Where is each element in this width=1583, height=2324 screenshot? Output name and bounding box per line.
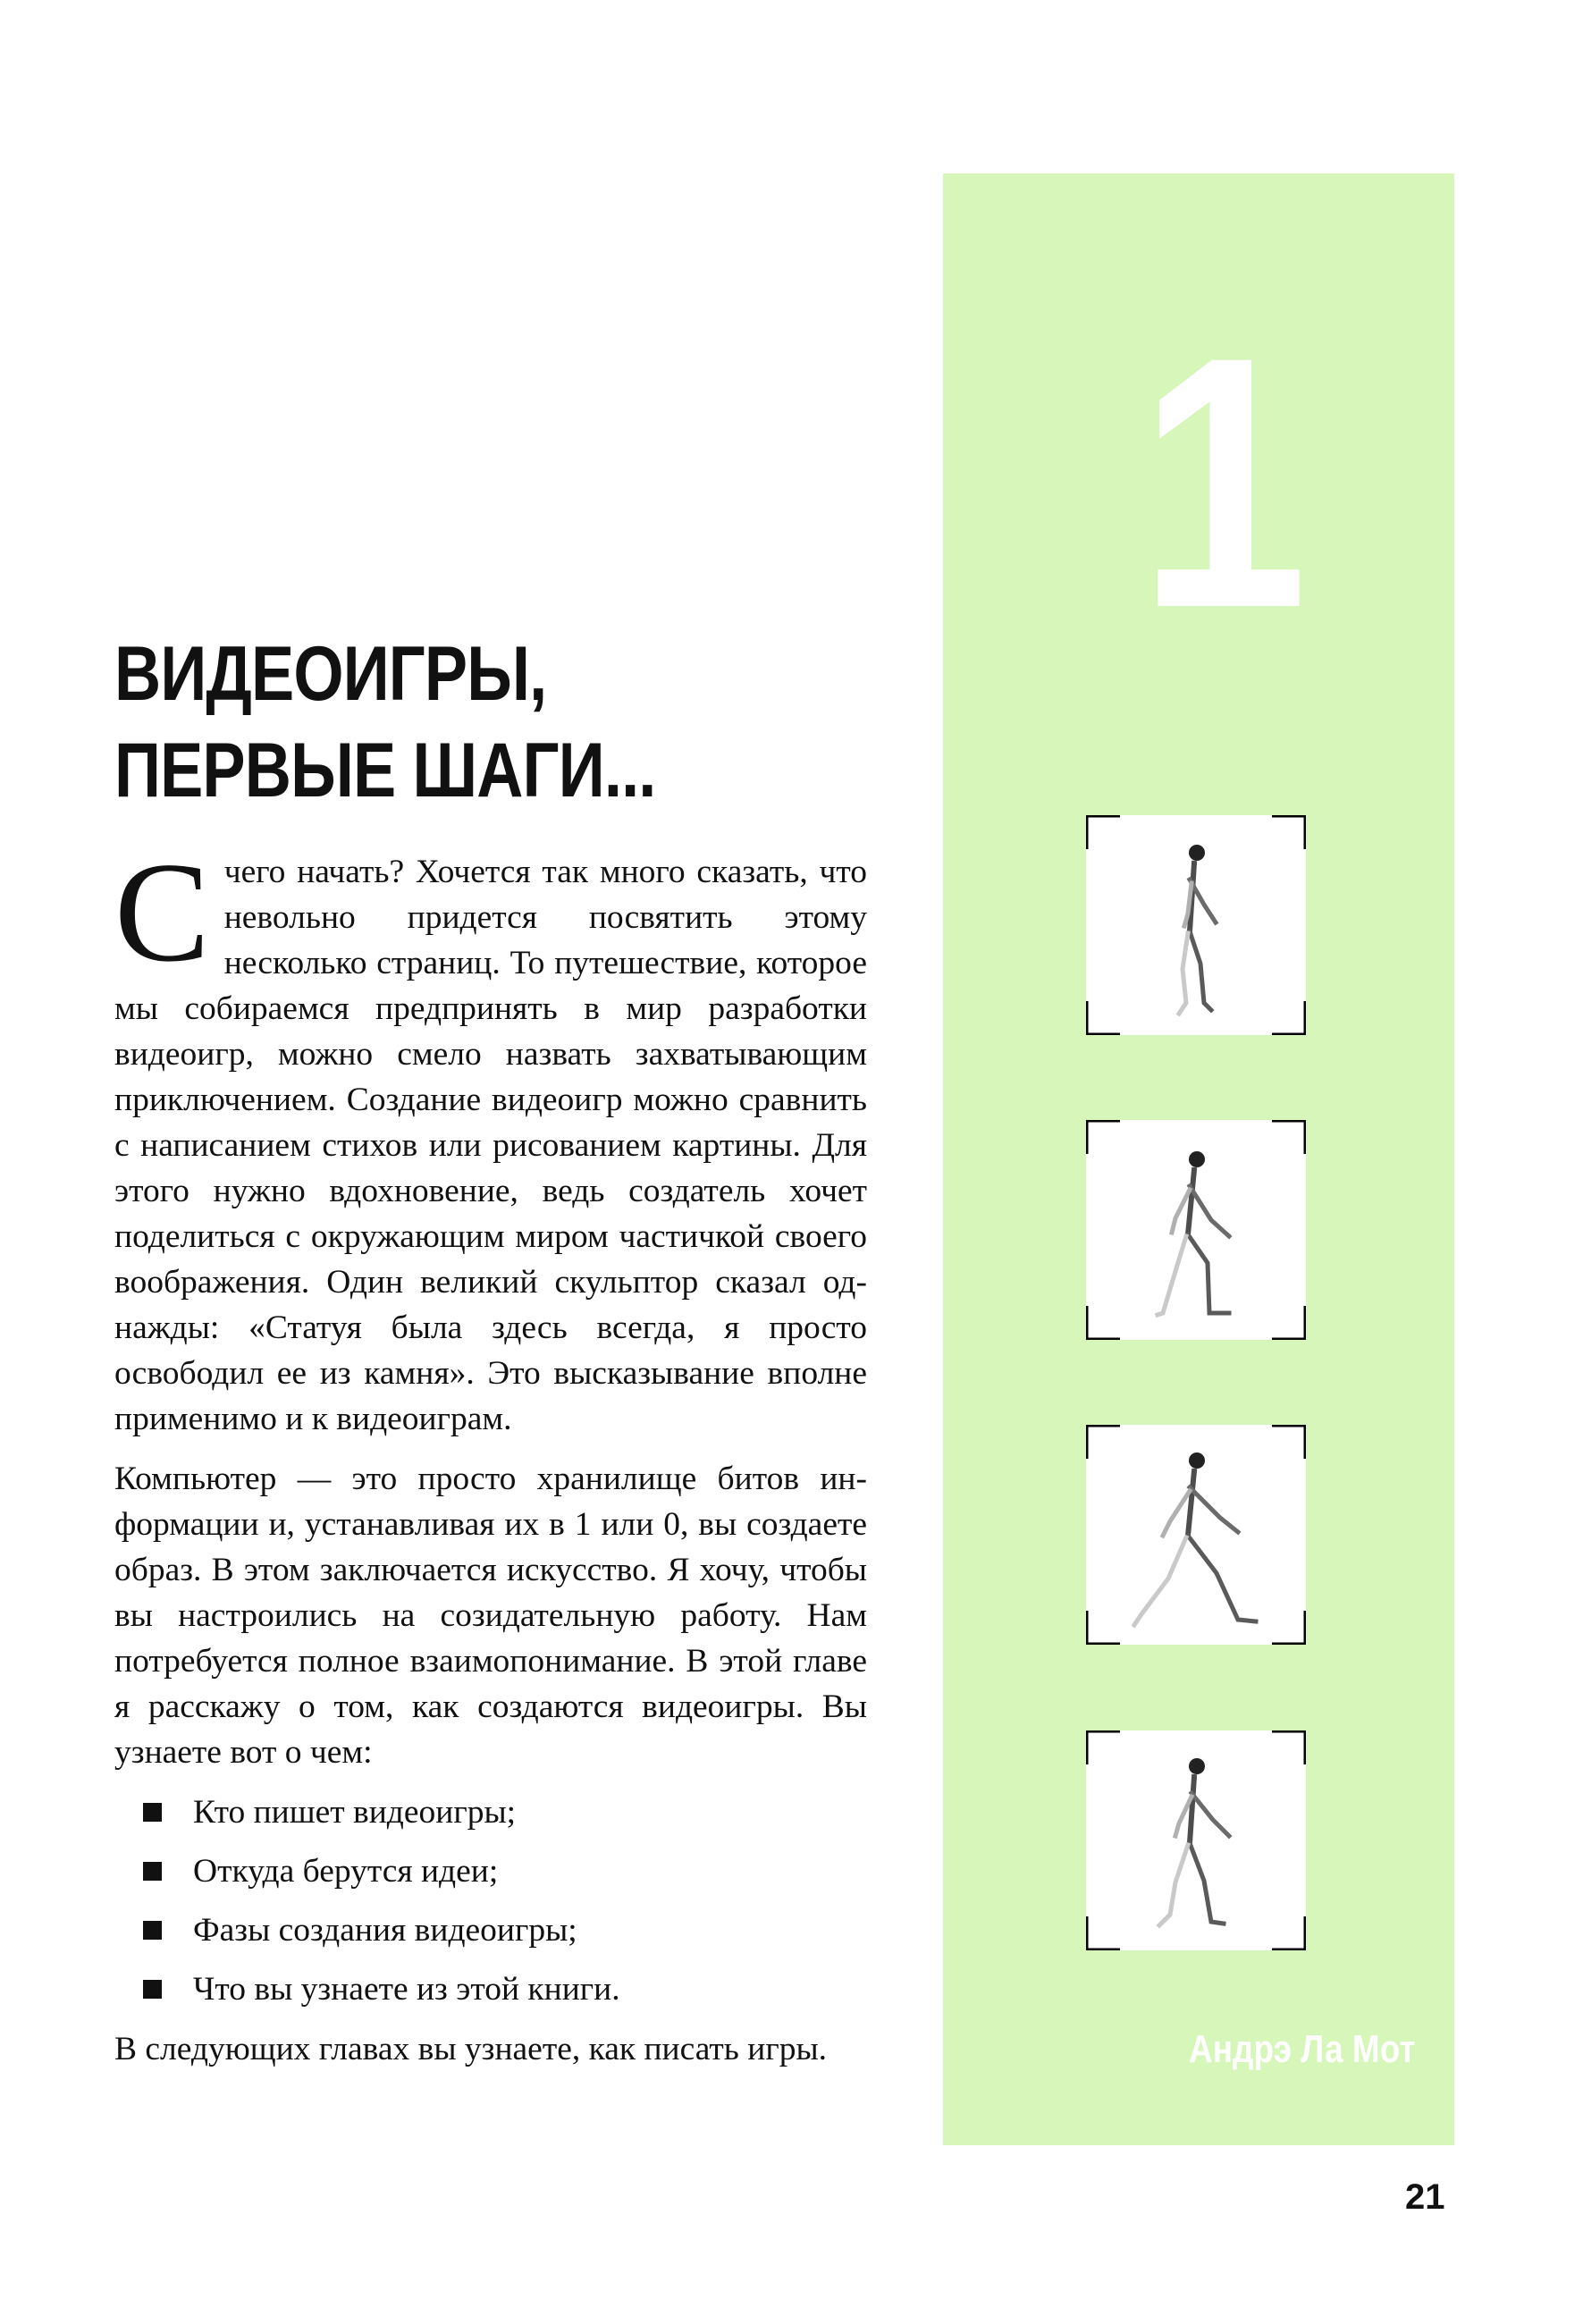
intro-paragraph-text: чего начать? Хочется так много сказать, что невольно придется посвятить этому несколько страниц. То путешествие, которое мы собираемся предпринять в мир разработки видеоигр, можно смело назвать захватывающим приключением. Создание видеоигр можно сравнить с написанием стихов или рисованием картины. Для этого нужно вдохновение, ведь создатель хочет поделиться с окружающим миром частичкой своего воображения. Один великий скульптор сказал однажды: «Статуя была здесь всегда, я просто освободил ее из камня». Это высказывание вполне применимо и к видеоиграм. — [114, 854, 867, 1437]
square-bullet-icon — [143, 1980, 162, 1999]
second-paragraph: Компьютер — это просто хранилище битов информации и, устанавливая их в 1 или 0, вы создаете образ. В этом заключается искусство. Я хочу, чтобы вы настроились на созидательную работу. Нам потребуется полное взаимопонимание. В этой главе я расскажу о том, как создаются видеоигры. Вы узнаете вот о чем: — [114, 1461, 867, 1771]
animation-frame-2 — [1086, 1120, 1306, 1340]
intro-paragraph — [114, 832, 867, 1442]
page-number: 21 — [1405, 2177, 1445, 2217]
square-bullet-icon — [143, 1803, 162, 1822]
walking-figure-frame-4-icon — [1086, 1730, 1306, 1950]
walking-figure-frame-2-icon — [1086, 1120, 1306, 1340]
chapter-body — [114, 832, 867, 2086]
list-item: Кто пишет видеоигры; — [114, 1789, 867, 1835]
animation-frame-3 — [1086, 1425, 1306, 1645]
chapter-number: 1 — [1139, 282, 1309, 682]
square-bullet-icon — [143, 1862, 162, 1881]
square-bullet-icon — [143, 1921, 162, 1940]
animation-frame-4 — [1086, 1730, 1306, 1950]
animation-frame-1 — [1086, 815, 1306, 1035]
walking-figure-frame-1-icon — [1086, 815, 1306, 1035]
author-name: Андрэ Ла Мот — [1189, 2027, 1416, 2071]
topics-list — [114, 1789, 867, 2012]
drop-cap: С — [114, 832, 210, 991]
walking-figure-frame-3-icon — [1086, 1425, 1306, 1645]
list-item: Что вы узнаете из этой книги. — [114, 1966, 867, 2012]
list-item: Фазы создания видеоигры; — [114, 1907, 867, 1953]
list-item: Откуда берутся идеи; — [114, 1848, 867, 1894]
chapter-title: ВИДЕОИГРЫ, ПЕРВЫЕ ШАГИ... — [114, 631, 656, 813]
closing-paragraph: В следующих главах вы узнаете, как писать игры. — [114, 2031, 828, 2067]
